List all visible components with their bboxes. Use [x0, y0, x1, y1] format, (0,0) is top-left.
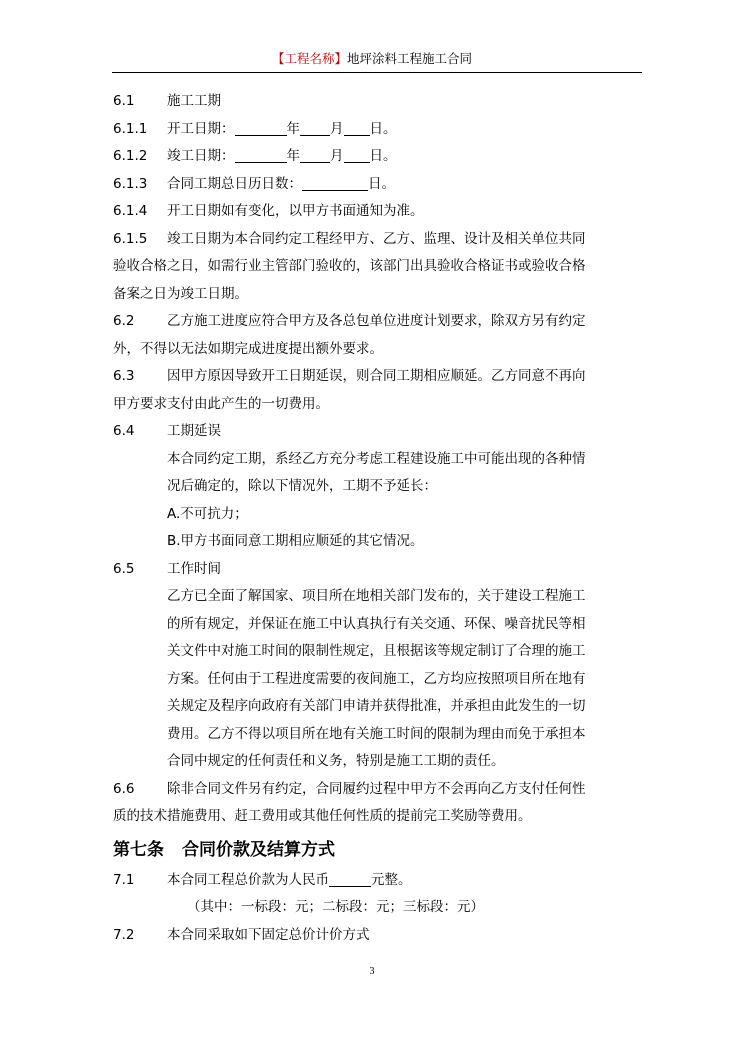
year-label: 年: [286, 148, 300, 164]
clause-number: 7.2: [113, 926, 135, 943]
clause-6-4: [113, 418, 653, 446]
start-year-blank: [235, 119, 287, 136]
clause-6-1-5: [113, 226, 653, 254]
clause-number: 6.2: [113, 313, 135, 329]
article-7-heading: [113, 833, 653, 867]
clause-6-1-5-cont: 验收合格之日，如需行业主管部门验收的，该部门出具验收合格证书或验收合格: [113, 258, 586, 274]
clause-6-5-text: 关文件中对施工时间的限制性规定，且根据该等规定制订了合理的施工: [167, 643, 586, 659]
article-number: 第七条: [113, 839, 164, 860]
clause-number: 6.1.2: [113, 148, 148, 164]
clause-6-1-3: [113, 171, 653, 199]
start-month-blank: [300, 119, 330, 136]
clause-6-4-item-a: A.不可抗力；: [167, 505, 248, 522]
document-title: 地坪涂料工程施工合同: [347, 51, 473, 66]
clause-7-2: [113, 922, 653, 950]
completion-date-label: 竣工日期：: [167, 148, 235, 164]
clause-title: 工期延误: [167, 423, 221, 439]
clause-number: 6.4: [113, 423, 135, 439]
clause-text: 本合同采取如下固定总价计价方式: [167, 926, 370, 943]
clause-number: 6.5: [113, 560, 135, 577]
start-day-blank: [344, 119, 370, 136]
clause-text: 因甲方原因导致开工日期延误，则合同工期相应顺延。乙方同意不再向: [167, 368, 586, 384]
clause-title: 工作时间: [167, 560, 221, 577]
clause-text: 除非合同文件另有约定，合同履约过程中甲方不会再向乙方支付任何性: [167, 780, 586, 797]
clause-6-5-text: 合同中规定的任何责任和义务，特别是施工工期的责任。: [167, 753, 505, 769]
clause-6-1-1: [113, 116, 653, 144]
clause-text: 乙方施工进度应符合甲方及各总包单位进度计划要求，除双方另有约定: [167, 313, 586, 329]
day-label: 日。: [369, 120, 397, 137]
total-days-blank: [302, 174, 368, 191]
clause-text: 施工工期: [167, 93, 221, 109]
month-label: 月: [330, 148, 344, 164]
clause-6-2-cont: 外，不得以无法如期完成进度提出额外要求。: [113, 340, 383, 357]
clause-6-5-text: 的所有规定，并保证在施工中认真执行有关交通、环保、噪音扰民等相: [167, 615, 586, 632]
clause-6-3: [113, 363, 653, 391]
clause-6-1-5-cont: 备案之日为竣工日期。: [113, 285, 248, 302]
clause-text-suffix: 元整。: [371, 871, 412, 888]
clause-6-1-4: [113, 198, 653, 226]
clause-6-1-2: [113, 143, 653, 171]
article-title: 合同价款及结算方式: [182, 839, 335, 860]
clause-7-1: [113, 867, 653, 895]
amount-blank: [329, 870, 371, 887]
clause-6-3-cont: 甲方要求支付由此产生的一切费用。: [113, 395, 329, 412]
clause-6-4-text: 况后确定的，除以下情况外，工期不予延长：: [167, 478, 437, 494]
clause-number: 6.1.5: [113, 230, 148, 247]
clause-number: 7.1: [113, 871, 135, 888]
clause-6-5-text: 关规定及程序向政府有关部门申请并获得批准，并承担由此发生的一切: [167, 698, 586, 714]
clause-number: 6.6: [113, 780, 135, 797]
end-year-blank: [235, 146, 287, 163]
clause-number: 6.3: [113, 368, 135, 384]
clause-number: 6.1.1: [113, 120, 148, 137]
clause-number: 6.1.4: [113, 203, 148, 219]
end-month-blank: [300, 146, 330, 163]
clause-text: 开工日期如有变化，以甲方书面通知为准。: [167, 203, 424, 219]
document-body: [113, 88, 653, 949]
day-label: 日。: [369, 148, 397, 164]
clause-6-4-text: 本合同约定工期，系经乙方充分考虑工程建设施工中可能出现的各种情: [167, 450, 586, 467]
page-number: 3: [369, 966, 375, 977]
clause-6-5-text: 方案。任何由于工程进度需要的夜间施工，乙方均应按照项目所在地有: [167, 670, 586, 687]
clause-7-1-breakdown: （其中：一标段：元；二标段：元；三标段：元）: [187, 899, 484, 915]
clause-6-5-text: 乙方已全面了解国家、项目所在地相关部门发布的，关于建设工程施工: [167, 588, 586, 604]
clause-number: 6.1: [113, 93, 135, 109]
project-name: 【工程名称】: [271, 51, 347, 66]
day-label: 日。: [368, 175, 395, 192]
page-header: [0, 50, 744, 68]
end-day-blank: [344, 146, 370, 163]
header-divider: [112, 72, 642, 73]
year-label: 年: [286, 120, 300, 137]
clause-6-6: [113, 776, 653, 804]
clause-6-4-item-b: B.甲方书面同意工期相应顺延的其它情况。: [167, 533, 424, 549]
clause-text: 竣工日期为本合同约定工程经甲方、乙方、监理、设计及相关单位共同: [167, 230, 586, 247]
clause-number: 6.1.3: [113, 175, 148, 192]
start-date-label: 开工日期：: [167, 120, 235, 137]
clause-6-2: [113, 308, 653, 336]
clause-6-6-cont: 质的技术措施费用、赶工费用或其他任何性质的提前完工奖励等费用。: [113, 808, 532, 824]
total-days-label: 合同工期总日历日数：: [167, 175, 302, 192]
month-label: 月: [330, 120, 344, 137]
clause-6-1: [113, 88, 653, 116]
clause-6-5: [113, 556, 653, 584]
clause-6-5-text: 费用。乙方不得以项目所在地有关施工时间的限制为理由而免于承担本: [167, 725, 586, 742]
clause-text: 本合同工程总价款为人民币: [167, 871, 329, 888]
